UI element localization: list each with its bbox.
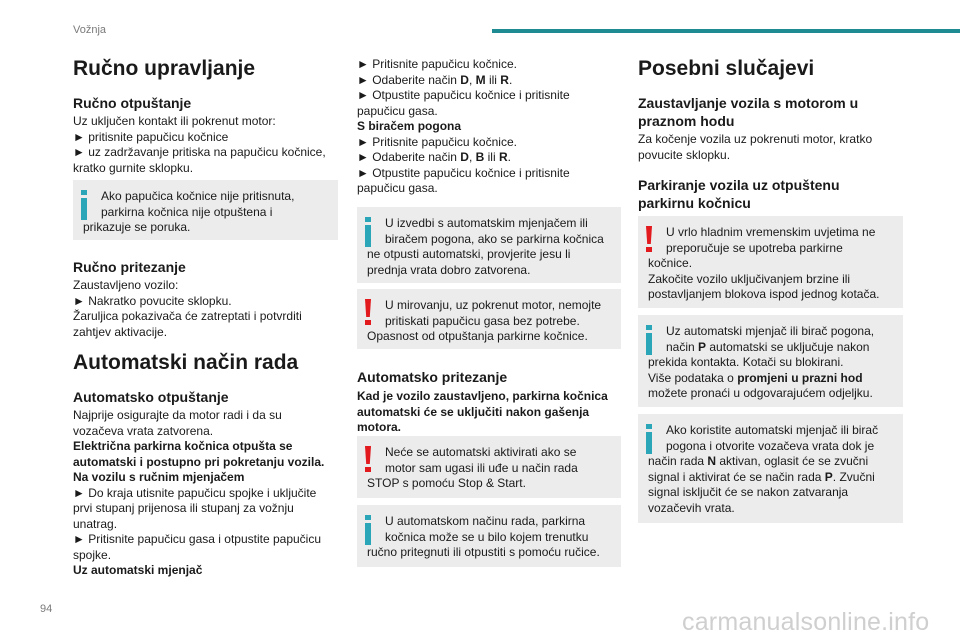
warning-icon <box>365 299 372 327</box>
idle-stop-heading: Zaustavljanje vozila s motorom u praznom hodu <box>638 95 859 129</box>
automatic-apply-heading: Automatsko pritezanje <box>357 369 508 385</box>
manual-release-text: Uz uključen kontakt ili pokrenut motor: ► pritisnite papučicu kočnice ► uz zadržavanje pritiska na papučicu kočnice, kratko gurnite sklopku. <box>73 114 326 175</box>
special-cases-title: Posebni slučajevi <box>638 57 815 80</box>
manual-apply-heading: Ručno pritezanje <box>73 259 186 275</box>
section-label: Vožnja <box>73 24 107 36</box>
header-accent-bar <box>492 29 960 33</box>
info-icon <box>646 325 652 355</box>
info-note: Ako papučica kočnice nije pritisnuta, parkirna kočnica nije otpuštena i prikazuje se poruka. <box>73 180 338 240</box>
parking-released-heading: Parkiranje vozila uz otpuštenu parkirnu kočnicu <box>638 177 840 211</box>
warning-note: U vrlo hladnim vremenskim uvjetima ne preporučuje se upotreba parkirne kočnice. Zakočite vozilo uključivanjem brzine ili postavljanjem blokova ispod jednog kotača. <box>638 216 903 308</box>
automatic-mode-title: Automatski način rada <box>73 351 299 374</box>
warning-note: Neće se automatski aktivirati ako se motor sam ugasi ili uđe u način rada STOP s pomoću Stop & Start. <box>357 436 621 498</box>
info-note: Uz automatski mjenjač ili birač pogona, način P automatski se uključuje nakon prekida kontakta. Kotači su blokirani. Više podataka o promjeni u prazni hod možete pronaći u odgovarajućem odjeljku. <box>638 315 903 407</box>
info-note: U automatskom načinu rada, parkirna kočnica može se u bilo kojem trenutku ručno pritegnuti ili otpustiti s pomoću ručice. <box>357 505 621 567</box>
automatic-gearbox-steps: ► Pritisnite papučicu kočnice. ► Odaberite način D, M ili R. ► Otpustite papučicu kočnice i pritisnite papučicu gasa. S biračem pogona ► Pritisnite papučicu kočnice. ► Odaberite način D, B ili R. ► Otpustite papučicu kočnice i pritisnite papučicu gasa. <box>357 57 570 195</box>
info-icon <box>365 217 371 247</box>
info-icon <box>81 190 87 220</box>
warning-icon <box>365 446 372 474</box>
idle-stop-text: Za kočenje vozila uz pokrenuti motor, kratko povucite sklopku. <box>638 132 873 162</box>
page-number: 94 <box>40 603 53 615</box>
info-icon <box>646 424 652 454</box>
automatic-apply-text: Kad je vozilo zaustavljeno, parkirna kočnica automatski će se uključiti nakon gašenja motora. <box>357 389 608 434</box>
automatic-release-text: Najprije osigurajte da motor radi i da su vozačeva vrata zatvorena. Električna parkirna kočnica otpušta se automatski i postupno pri pokretanju vozila. Na vozilu s ručnim mjenjačem ► Do kraja utisnite papučicu spojke i uključite prvi stupanj prijenosa ili stupanj za vožnju unatrag. ► Pritisnite papučicu gasa i otpustite papučicu spojke. Uz automatski mjenjač <box>73 408 325 577</box>
manual-control-title: Ručno upravljanje <box>73 57 256 80</box>
info-icon <box>365 515 371 545</box>
watermark: carmanualsonline.info <box>682 608 930 636</box>
manual-apply-text: Zaustavljeno vozilo: ► Nakratko povucite sklopku. Žaruljica pokazivača će zatreptati i potvrditi zahtjev aktivacije. <box>73 278 302 339</box>
manual-release-heading: Ručno otpuštanje <box>73 95 192 111</box>
automatic-release-heading: Automatsko otpuštanje <box>73 389 229 405</box>
warning-icon <box>646 226 653 254</box>
warning-note: U mirovanju, uz pokrenut motor, nemojte pritiskati papučicu gasa bez potrebe. Opasnost od otpuštanja parkirne kočnice. <box>357 289 621 349</box>
info-note: Ako koristite automatski mjenjač ili birač pogona i otvorite vozačeva vrata dok je način rada N aktivan, oglasit će se zvučni signal i aktivirat će se način rada P. Zvučni signal isključit će se nakon zatvaranja vozačevih vrata. <box>638 414 903 523</box>
info-note: U izvedbi s automatskim mjenjačem ili biračem pogona, ako se parkirna kočnica ne otpusti automatski, provjerite jesu li prednja vrata dobro zatvorena. <box>357 207 621 283</box>
